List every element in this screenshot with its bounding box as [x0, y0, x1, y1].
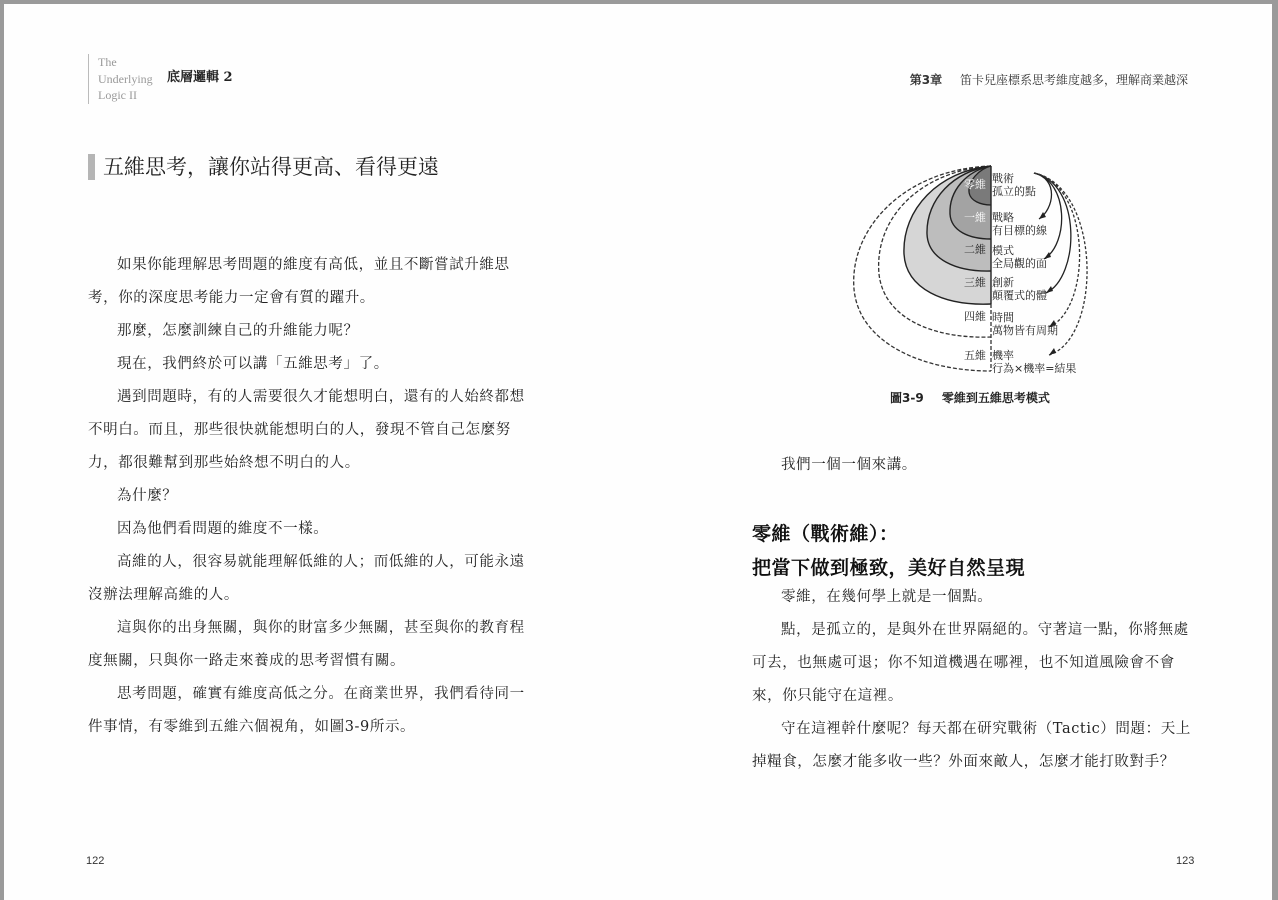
subsection-heading-line-2: 把當下做到極致，美好自然呈現 — [752, 557, 1026, 579]
paragraph: 守在這裡幹什麼呢？每天都在研究戰術（Tactic）問題：天上掉糧食，怎麼才能多收一些？外面來敵人，怎麼才能打敗對手？ — [752, 721, 1191, 770]
page-number-left: 122 — [86, 855, 105, 867]
series-line-1: The — [98, 55, 117, 69]
dimension-label-one: 一維 — [964, 211, 986, 224]
dimension-four-desc: 時間 萬物皆有周期 — [992, 311, 1058, 337]
paragraph: 為什麼？ — [117, 488, 178, 504]
paragraph: 那麼，怎麼訓練自己的升維能力呢？ — [117, 323, 359, 339]
figure-caption — [890, 389, 1050, 406]
paragraph: 思考問題，確實有維度高低之分。在商業世界，我們看待同一件事情，有零維到五維六個視角，如圖3-9所示。 — [88, 686, 525, 735]
paragraph: 零維，在幾何學上就是一個點。 — [781, 589, 993, 605]
dimension-three-desc: 創新 顛覆式的體 — [992, 276, 1047, 302]
series-line-3: Logic II — [98, 88, 137, 102]
figure-number: 圖3-9 — [890, 391, 924, 405]
paragraph: 高維的人，很容易就能理解低維的人；而低維的人，可能永遠沒辦法理解高維的人。 — [88, 554, 525, 603]
subsection-heading — [752, 517, 1025, 585]
left-page-body — [88, 249, 538, 744]
running-header-right — [910, 71, 1188, 88]
chapter-number: 第3章 — [909, 73, 943, 87]
book-title: 底層邏輯 2 — [167, 70, 233, 85]
dimension-two-desc: 模式 全局觀的面 — [992, 244, 1047, 270]
dimension-label-four: 四維 — [964, 310, 986, 323]
dimension-label-three: 三維 — [964, 276, 986, 289]
section-title: 五維思考，讓你站得更高、看得更遠 — [88, 154, 439, 180]
paragraph: 點，是孤立的，是與外在世界隔絕的。守著這一點，你將無處可去，也無處可退；你不知道機遇在哪裡，也不知道風險會不會來，你只能守在這裡。 — [752, 622, 1189, 704]
running-header-left — [88, 54, 233, 104]
dimension-one-desc: 戰略 有目標的線 — [992, 211, 1047, 237]
dimension-five-desc: 機率 行為×機率=結果 — [992, 349, 1077, 375]
chapter-title: 笛卡兒座標系思考維度越多，理解商業越深 — [959, 73, 1188, 87]
figure-caption-text: 零維到五維思考模式 — [941, 391, 1050, 405]
dimension-zero-desc: 戰術 孤立的點 — [992, 172, 1036, 198]
paragraph: 遇到問題時，有的人需要很久才能想明白，還有的人始終都想不明白。而且，那些很快就能想明白的人，發現不管自己怎麼努力，都很難幫到那些始終想不明白的人。 — [88, 389, 525, 471]
dimension-label-two: 二維 — [964, 243, 986, 256]
paragraph: 現在，我們終於可以講「五維思考」了。 — [117, 356, 389, 372]
paragraph: 這與你的出身無關，與你的財富多少無關，甚至與你的教育程度無關，只與你一路走來養成的思考習慣有關。 — [88, 620, 525, 669]
figure-dimension-diagram — [844, 159, 1104, 379]
paragraph: 如果你能理解思考問題的維度有高低，並且不斷嘗試升維思考，你的深度思考能力一定會有質的躍升。 — [88, 257, 510, 306]
page-number-right: 123 — [1176, 855, 1195, 867]
intro-paragraph: 我們一個一個來講。 — [781, 457, 917, 473]
nested-ellipses-diagram — [844, 159, 1104, 379]
series-line-2: Underlying — [98, 71, 153, 86]
dimension-label-five: 五維 — [964, 349, 986, 362]
paragraph: 因為他們看問題的維度不一樣。 — [117, 521, 329, 537]
dimension-label-zero: 零維 — [964, 178, 986, 191]
right-page-body — [752, 581, 1202, 779]
book-spread — [4, 4, 1272, 900]
subsection-heading-line-1: 零維（戰術維）： — [752, 523, 899, 545]
